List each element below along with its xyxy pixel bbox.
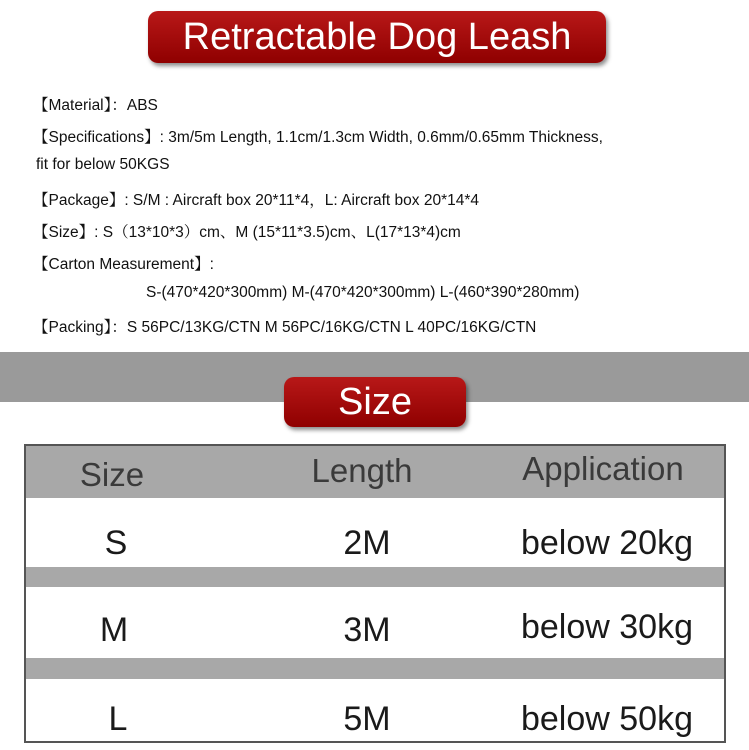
spec-packing: 【Packing】：S 56PC/13KG/CTN M 56PC/16KG/CTN L 40PC/16KG/CTN xyxy=(33,319,537,336)
row-l-size: L xyxy=(108,700,128,738)
row-m-size: M xyxy=(99,611,129,649)
spec-material: 【Material】：ABS xyxy=(33,97,158,114)
spec-carton-heading: 【Carton Measurement】: xyxy=(33,256,214,273)
table-header-length: Length xyxy=(311,452,413,489)
row-m-application: below 30kg xyxy=(520,608,694,646)
spec-specifications: 【Specifications】: 3m/5m Length, 1.1cm/1.3cm Width, 0.6mm/0.65mm Thickness, xyxy=(33,129,603,146)
row-separator xyxy=(26,567,724,587)
page-title: Retractable Dog Leash xyxy=(182,15,572,58)
spec-size: 【Size】: S（13*10*3）cm、M (15*11*3.5)cm、L(17*13*4)cm xyxy=(33,224,461,241)
row-m-length: 3M xyxy=(343,611,391,649)
table-header-row xyxy=(26,446,724,498)
title-banner xyxy=(148,11,606,63)
size-section-banner xyxy=(284,377,466,427)
row-s-application: below 20kg xyxy=(520,524,694,562)
spec-package: 【Package】: S/M : Aircraft box 20*11*4，L: Aircraft box 20*14*4 xyxy=(33,192,479,209)
row-separator xyxy=(26,658,724,679)
row-l-application: below 50kg xyxy=(520,700,694,738)
spec-carton-values: S-(470*420*300mm) M-(470*420*300mm) L-(460*390*280mm) xyxy=(146,284,580,301)
spec-specifications-cont: fit for below 50KGS xyxy=(36,156,170,173)
row-s-size: S xyxy=(104,524,128,562)
table-header-size: Size xyxy=(79,456,145,493)
size-table xyxy=(24,444,726,743)
table-header-application: Application xyxy=(522,450,684,487)
row-s-length: 2M xyxy=(343,524,391,562)
size-section-title: Size xyxy=(338,380,412,423)
row-l-length: 5M xyxy=(343,700,391,738)
